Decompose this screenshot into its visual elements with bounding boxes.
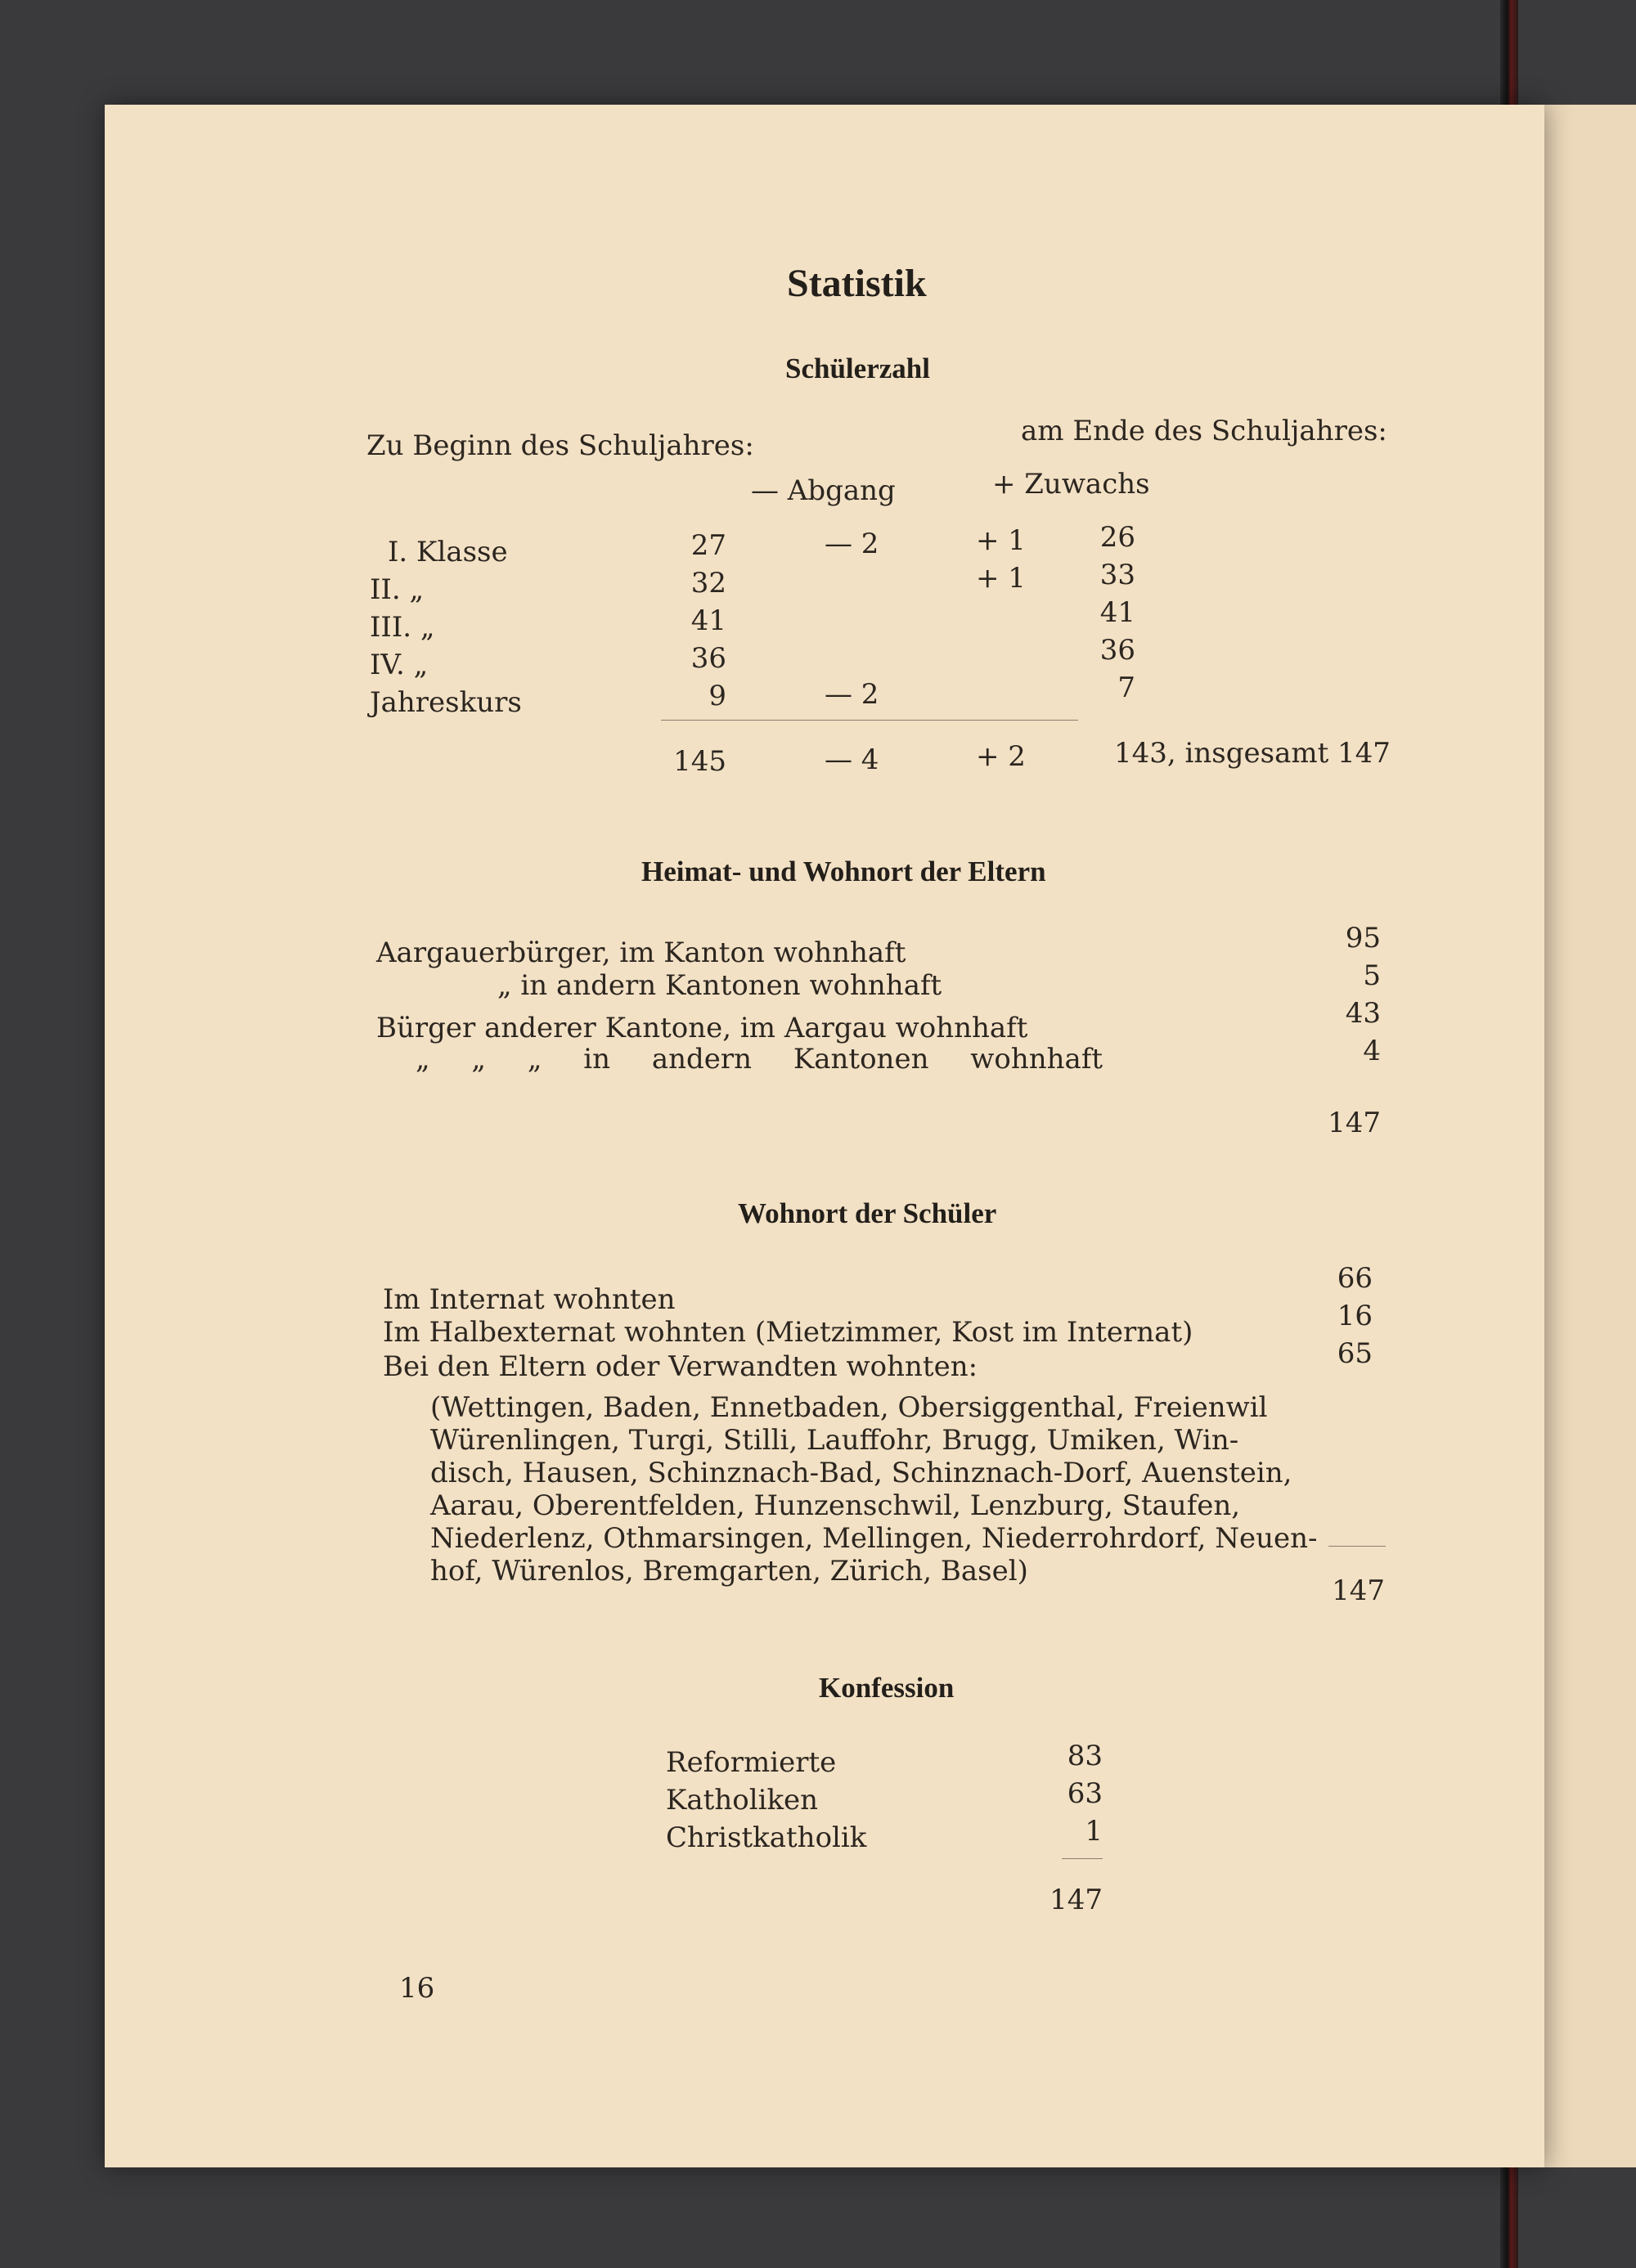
places-line: Niederlenz, Othmarsingen, Mellingen, Niederrohrdorf, Neuen-: [430, 1522, 1318, 1555]
row-label: II. „: [370, 573, 425, 606]
row-zuwachs: + 1: [976, 524, 1026, 557]
row-end: 36: [1099, 634, 1135, 667]
row-begin: 32: [690, 567, 726, 600]
row-label: IV. „: [370, 649, 429, 681]
list-item-label: „ in andern Kantonen wohnhaft: [497, 969, 942, 1002]
places-line: Würenlingen, Turgi, Stilli, Lauffohr, Brugg, Umiken, Win-: [430, 1424, 1239, 1457]
list-item-label: Reformierte: [666, 1746, 837, 1779]
list-item-value: 5: [1363, 959, 1381, 992]
row-abgang: — 2: [825, 528, 879, 560]
list-item-value: 4: [1363, 1035, 1381, 1067]
document-page: [105, 105, 1544, 2167]
row-begin: 36: [690, 642, 726, 675]
list-item-value: 63: [1067, 1777, 1103, 1810]
row-label: I. Klasse: [388, 536, 508, 568]
sum-rule: [1328, 1546, 1386, 1547]
list-item-label: Im Halbexternat wohnten (Mietzimmer, Kost im Internat): [383, 1316, 1193, 1349]
total-end: 143, insgesamt 147: [1114, 737, 1391, 770]
wohnort-total: 147: [1332, 1574, 1385, 1607]
begin-label: Zu Beginn des Schuljahres:: [366, 429, 754, 462]
list-item-label: Bürger anderer Kantone, im Aargau wohnhaft: [376, 1012, 1028, 1044]
total-begin: 145: [673, 745, 726, 778]
list-item-label: Im Internat wohnten: [383, 1283, 676, 1316]
row-begin: 41: [690, 604, 726, 637]
total-zuwachs: + 2: [976, 740, 1026, 773]
section-heading-konfession: Konfession: [819, 1672, 955, 1704]
places-line: Aarau, Oberentfelden, Hunzenschwil, Lenzburg, Staufen,: [430, 1489, 1241, 1522]
sum-rule: [661, 720, 1078, 721]
list-item-value: 83: [1067, 1740, 1103, 1772]
row-end: 41: [1099, 596, 1135, 629]
list-item-value: 66: [1337, 1262, 1373, 1295]
list-item-value: 1: [1085, 1815, 1103, 1848]
page-number: 16: [399, 1972, 435, 2005]
list-item-label: Bei den Eltern oder Verwandten wohnten:: [383, 1350, 978, 1383]
row-label: III. „: [370, 611, 435, 644]
end-label: am Ende des Schuljahres:: [1021, 415, 1387, 447]
section-heading-heimat: Heimat- und Wohnort der Eltern: [641, 856, 1046, 887]
list-item-label: Aargauerbürger, im Kanton wohnhaft: [376, 936, 906, 969]
row-end: 26: [1099, 521, 1135, 554]
row-abgang: — 2: [825, 678, 879, 711]
row-zuwachs: + 1: [976, 562, 1026, 595]
page-title: Statistik: [787, 262, 927, 305]
list-item-label: Katholiken: [666, 1784, 819, 1817]
total-abgang: — 4: [825, 743, 879, 776]
places-line: disch, Hausen, Schinznach-Bad, Schinznach-Dorf, Auenstein,: [430, 1457, 1292, 1489]
section-heading-wohnort: Wohnort der Schüler: [738, 1197, 997, 1229]
abgang-label: — Abgang: [751, 474, 896, 507]
row-end: 7: [1117, 671, 1135, 704]
konfession-total: 147: [1049, 1884, 1103, 1916]
section-heading-schuelerzahl: Schülerzahl: [785, 353, 930, 384]
heimat-total: 147: [1328, 1107, 1381, 1139]
list-item-value: 65: [1337, 1337, 1373, 1370]
places-line: hof, Würenlos, Bremgarten, Zürich, Basel): [430, 1555, 1028, 1588]
row-end: 33: [1099, 559, 1135, 591]
list-item-label: Christkatholik: [666, 1821, 867, 1854]
row-begin: 27: [690, 529, 726, 562]
list-item-value: 16: [1337, 1300, 1373, 1332]
sum-rule: [1062, 1858, 1103, 1859]
row-begin: 9: [708, 680, 726, 712]
zuwachs-label: + Zuwachs: [992, 468, 1150, 501]
places-line: (Wettingen, Baden, Ennetbaden, Obersiggenthal, Freienwil: [430, 1391, 1268, 1424]
list-item-value: 43: [1345, 997, 1381, 1030]
row-label: Jahreskurs: [370, 686, 522, 719]
list-item-label: „ „ „ in andern Kantonen wohnhaft: [416, 1043, 1103, 1076]
list-item-value: 95: [1345, 922, 1381, 954]
